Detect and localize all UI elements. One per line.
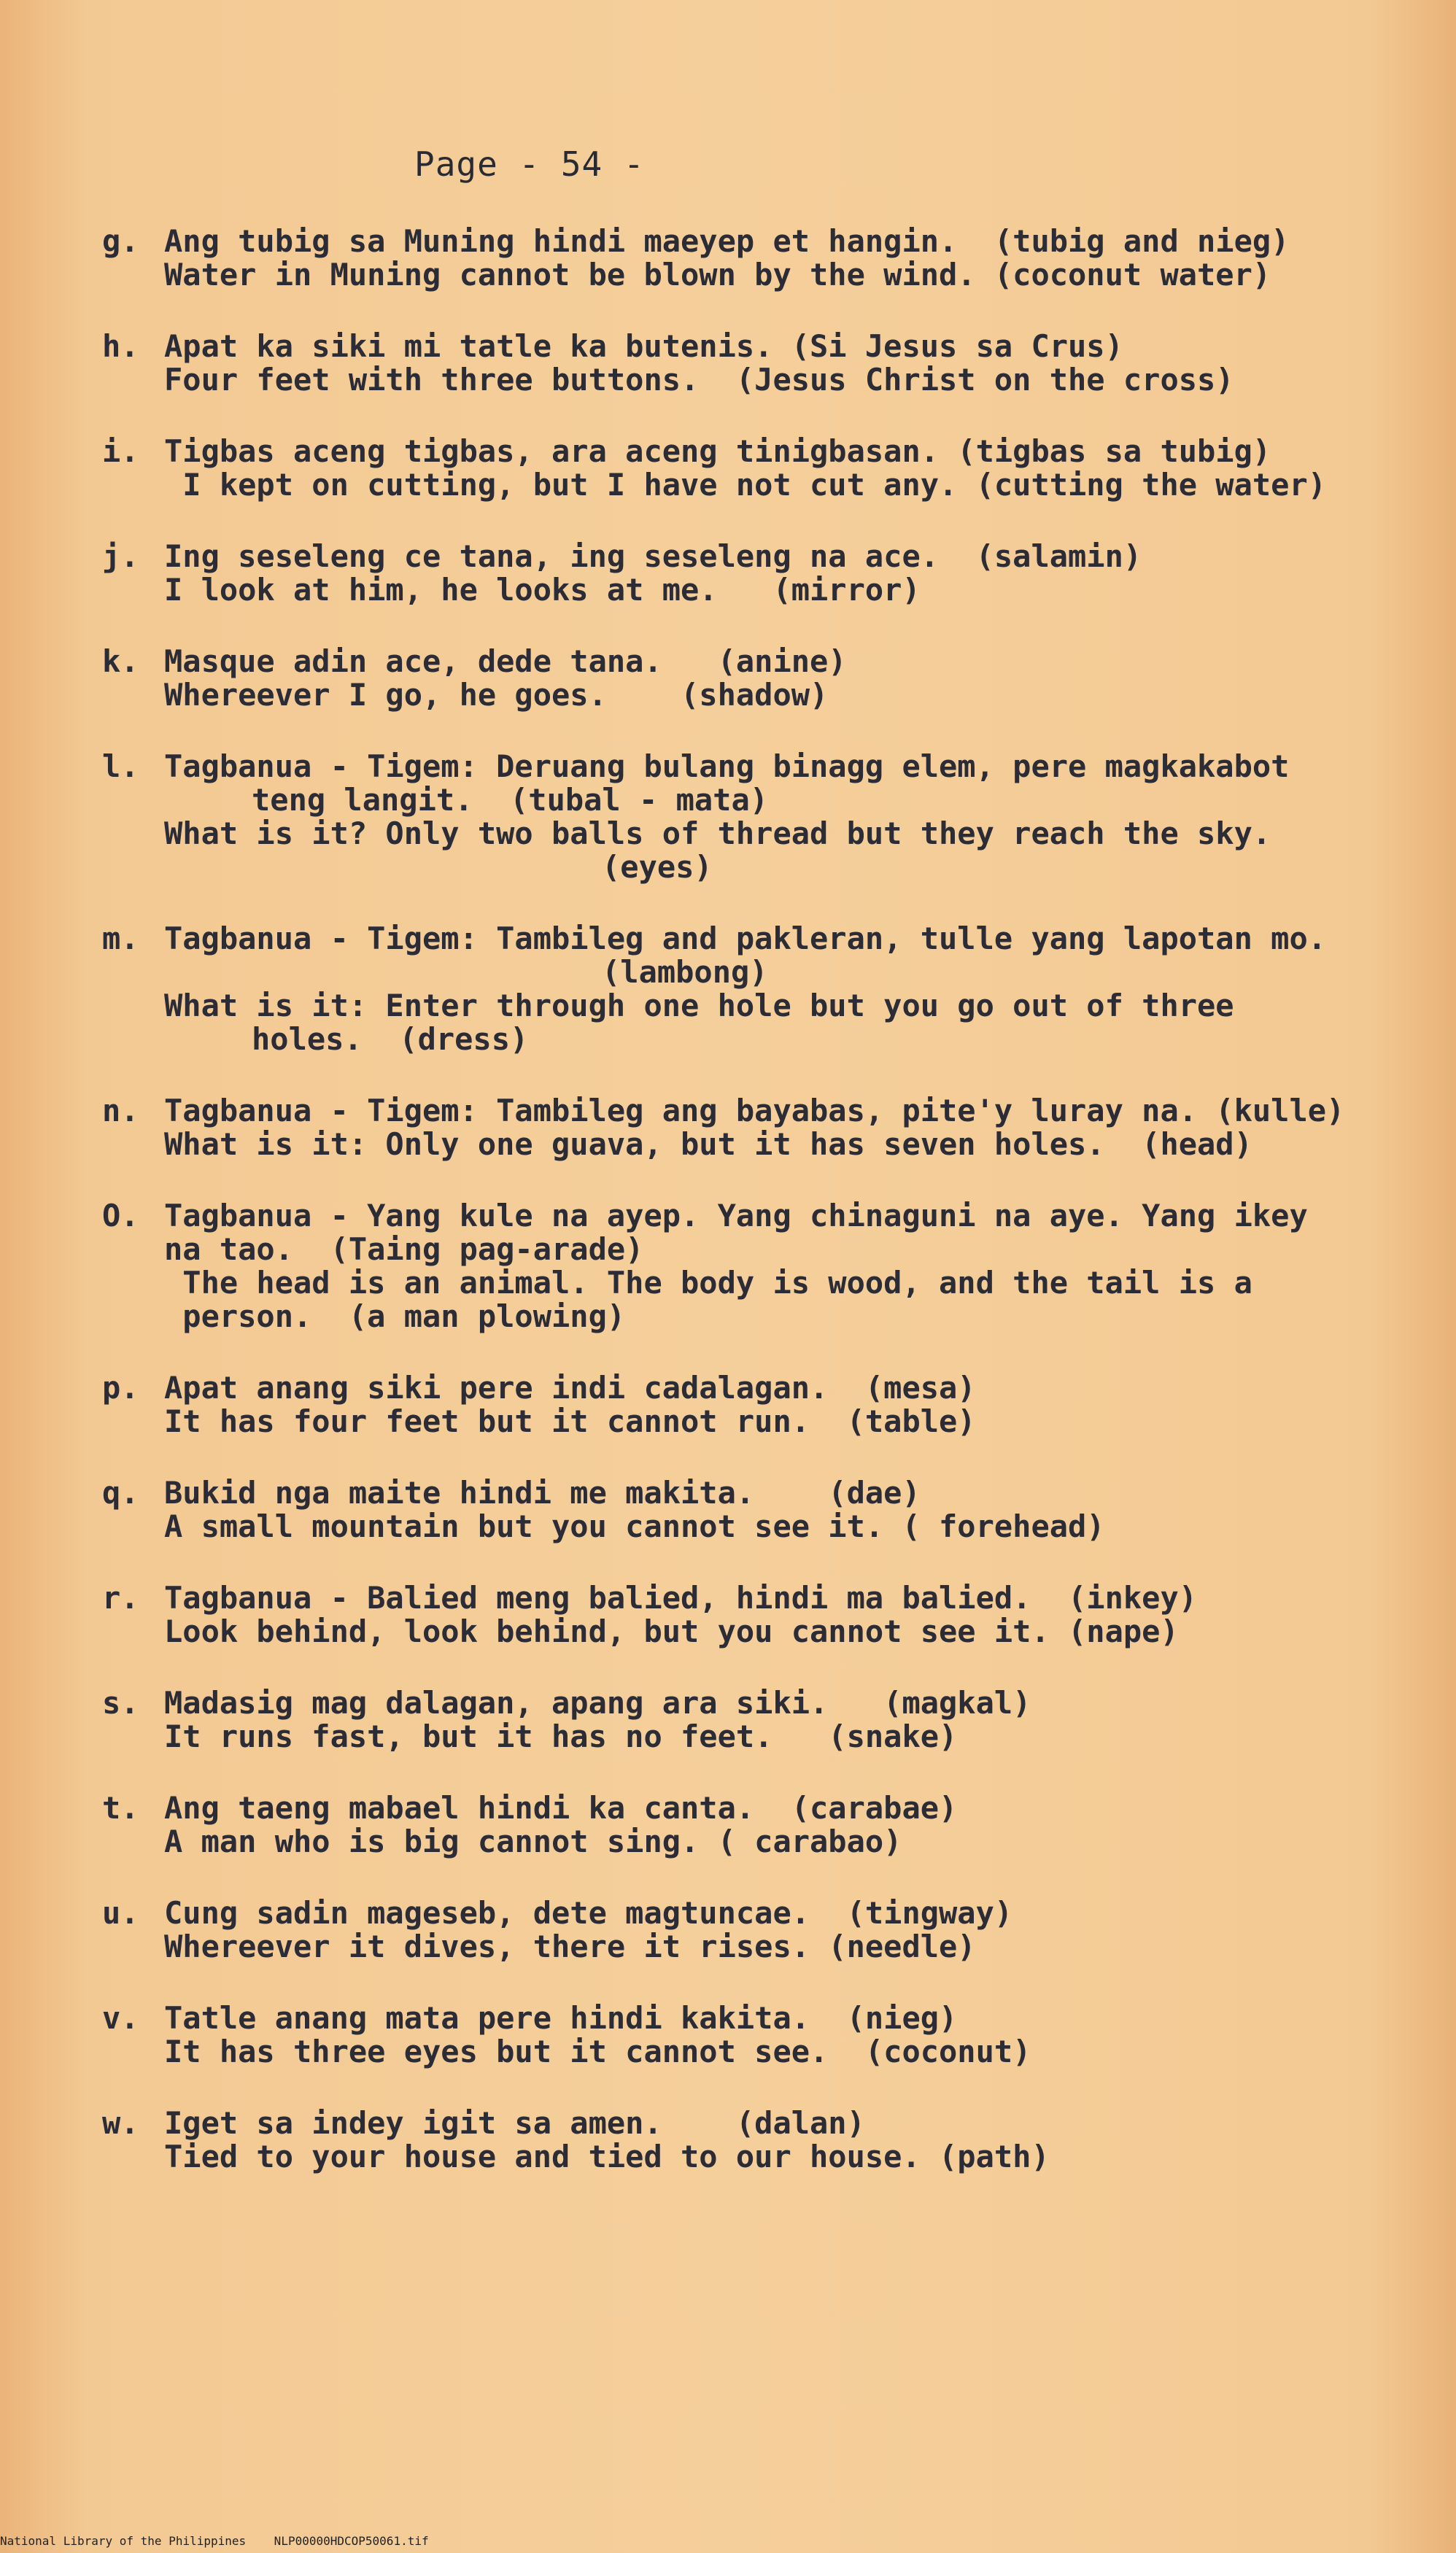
riddle-entry-g — [102, 225, 1437, 292]
riddle-entry-j — [102, 540, 1437, 607]
riddle-entry-u — [102, 1897, 1437, 1964]
riddle-text: Apat ka siki mi tatle ka butenis. (Si Jesus sa Crus) — [164, 328, 1123, 364]
riddle-text: Bukid nga maite hindi me makita. (dae) — [164, 1475, 921, 1511]
riddle-text: Madasig mag dalagan, apang ara siki. (magkal) — [164, 1685, 1031, 1721]
riddle-entry-o — [102, 1199, 1437, 1333]
riddle-translation: What is it: Enter through one hole but you go out of three — [164, 988, 1234, 1023]
riddle-text: Iget sa indey igit sa amen. (dalan) — [164, 2105, 865, 2141]
riddle-translation-continued: person. (a man plowing) — [164, 1298, 626, 1334]
riddle-translation: Whereever I go, he goes. (shadow) — [164, 677, 829, 713]
riddle-text-continued: na tao. (Taing pag-arade) — [164, 1231, 644, 1267]
riddle-entry-l — [102, 750, 1437, 884]
riddle-entry-s — [102, 1686, 1437, 1754]
riddle-text: Masque adin ace, dede tana. (anine) — [164, 643, 847, 679]
riddle-translation: What is it? Only two balls of thread but they reach the sky. — [164, 816, 1271, 851]
entry-letter: u. — [102, 1895, 139, 1931]
riddle-text: Tagbanua - Tigem: Tambileg ang bayabas, pite'y luray na. (kulle) — [164, 1093, 1345, 1128]
entry-letter: s. — [102, 1685, 139, 1721]
riddle-entry-m — [102, 922, 1437, 1056]
riddle-translation: Water in Muning cannot be blown by the wind. (coconut water) — [164, 257, 1271, 293]
riddle-entry-q — [102, 1476, 1437, 1543]
entry-letter: q. — [102, 1475, 139, 1511]
entry-letter: j. — [102, 538, 139, 574]
riddle-entry-h — [102, 330, 1437, 397]
entry-letter: g. — [102, 223, 139, 259]
riddle-entry-p — [102, 1371, 1437, 1438]
riddle-text-continued: teng langit. (tubal - mata) — [252, 782, 769, 818]
riddle-translation: Four feet with three buttons. (Jesus Christ on the cross) — [164, 362, 1234, 398]
riddle-entry-v — [102, 2002, 1437, 2069]
entry-letter: v. — [102, 2000, 139, 2036]
riddle-translation-continued: holes. (dress) — [252, 1021, 529, 1057]
riddle-entry-i — [102, 435, 1437, 502]
entry-letter: t. — [102, 1790, 139, 1826]
riddle-translation: I kept on cutting, but I have not cut any. (cutting the water) — [164, 467, 1327, 503]
riddle-list — [102, 219, 1437, 2212]
entry-letter: O. — [102, 1198, 139, 1233]
entry-letter: h. — [102, 328, 139, 364]
riddle-text: Ing seseleng ce tana, ing seseleng na ace. (salamin) — [164, 538, 1142, 574]
riddle-text: Tigbas aceng tigbas, ara aceng tinigbasan. (tigbas sa tubig) — [164, 433, 1271, 469]
riddle-entry-t — [102, 1791, 1437, 1859]
riddle-translation: A small mountain but you cannot see it. ( forehead) — [164, 1508, 1105, 1544]
riddle-text: Ang taeng mabael hindi ka canta. (carabae) — [164, 1790, 958, 1826]
riddle-text: Tagbanua - Balied meng balied, hindi ma balied. (inkey) — [164, 1580, 1198, 1616]
riddle-entry-k — [102, 645, 1437, 712]
riddle-translation: A man who is big cannot sing. ( carabao) — [164, 1824, 902, 1859]
scan-footer: National Library of the Philippines NLP00000HDCOP50061.tif — [0, 2534, 429, 2548]
riddle-answer: (lambong) — [602, 954, 768, 990]
riddle-entry-w — [102, 2107, 1437, 2174]
riddle-text: Cung sadin mageseb, dete magtuncae. (tingway) — [164, 1895, 1013, 1931]
page-number-header: Page - 54 - — [414, 144, 645, 184]
riddle-translation: Look behind, look behind, but you cannot see it. (nape) — [164, 1613, 1179, 1649]
entry-letter: i. — [102, 433, 139, 469]
riddle-translation: Whereever it dives, there it rises. (needle) — [164, 1929, 976, 1964]
riddle-translation: The head is an animal. The body is wood, and the tail is a — [164, 1265, 1252, 1301]
entry-letter: l. — [102, 748, 139, 784]
riddle-translation: It runs fast, but it has no feet. (snake) — [164, 1719, 958, 1754]
riddle-text: Ang tubig sa Muning hindi maeyep et hangin. (tubig and nieg) — [164, 223, 1290, 259]
riddle-text: Tatle anang mata pere hindi kakita. (nieg) — [164, 2000, 958, 2036]
entry-letter: k. — [102, 643, 139, 679]
riddle-text: Tagbanua - Yang kule na ayep. Yang chinaguni na aye. Yang ikey — [164, 1198, 1308, 1233]
riddle-translation: Tied to your house and tied to our house. (path) — [164, 2139, 1050, 2174]
entry-letter: r. — [102, 1580, 139, 1616]
riddle-translation: It has three eyes but it cannot see. (coconut) — [164, 2034, 1031, 2069]
entry-letter: n. — [102, 1093, 139, 1128]
riddle-text: Tagbanua - Tigem: Deruang bulang binagg elem, pere magkakabot — [164, 748, 1290, 784]
entry-letter: p. — [102, 1370, 139, 1406]
riddle-entry-n — [102, 1094, 1437, 1161]
riddle-translation: It has four feet but it cannot run. (table) — [164, 1403, 976, 1439]
riddle-translation: I look at him, he looks at me. (mirror) — [164, 572, 921, 608]
riddle-translation: What is it: Only one guava, but it has seven holes. (head) — [164, 1126, 1252, 1162]
riddle-text: Apat anang siki pere indi cadalagan. (mesa) — [164, 1370, 976, 1406]
riddle-text: Tagbanua - Tigem: Tambileg and pakleran, tulle yang lapotan mo. — [164, 921, 1327, 956]
entry-letter: w. — [102, 2105, 139, 2141]
riddle-entry-r — [102, 1581, 1437, 1649]
riddle-answer: (eyes) — [602, 849, 713, 885]
entry-letter: m. — [102, 921, 139, 956]
